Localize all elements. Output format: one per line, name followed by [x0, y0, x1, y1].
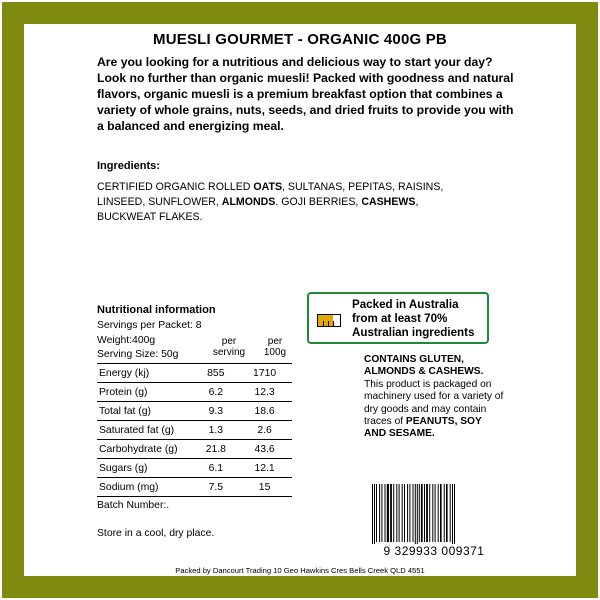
text-segment: , SULTANAS, PEPITAS, RAISINS, LINSEED, SUNFLOWER,: [97, 181, 444, 208]
text-segment: PEANUTS, SOY AND SESAME.: [364, 416, 482, 440]
nutrition-cell-name: Saturated fat (g): [97, 421, 195, 440]
nutrition-cell-per-serving: 7.5: [195, 478, 238, 497]
storage-instructions: Store in a cool, dry place.: [97, 528, 215, 539]
text-segment: OATS: [253, 181, 283, 193]
barcode-bar: [409, 484, 410, 542]
packed-by: Packed by Dancourt Trading 10 Geo Hawkins Cres Bells Creek QLD 4551: [175, 566, 425, 575]
servings-per-packet: Servings per Packet: 8: [97, 320, 202, 331]
nutrition-row: [97, 402, 292, 421]
nutrition-cell-per-100g: 43.6: [237, 440, 292, 459]
nutrition-row: [97, 440, 292, 459]
australian-ingredients-fill: [318, 315, 333, 326]
barcode-bar: [381, 484, 382, 542]
nutrition-cell-name: Sodium (mg): [97, 478, 195, 497]
barcode: [369, 484, 499, 546]
nutrition-row: [97, 421, 292, 440]
barcode-bar: [379, 484, 380, 542]
barcode-bar: [374, 484, 375, 546]
nutrition-cell-per-serving: 6.1: [195, 459, 238, 478]
barcode-bar: [450, 484, 451, 542]
nutrition-cell-per-serving: 6.2: [195, 383, 238, 402]
nutrition-cell-name: Protein (g): [97, 383, 195, 402]
australian-label-text: Packed in Australia from at least 70% Australian ingredients: [352, 298, 475, 339]
barcode-bar: [399, 484, 400, 542]
nutrition-cell-per-serving: 855: [195, 364, 238, 383]
barcode-bar: [393, 484, 394, 542]
barcode-bar: [446, 484, 448, 542]
nutrition-cell-name: Total fat (g): [97, 402, 195, 421]
per-100g-header: per 100g: [263, 336, 287, 358]
nutrition-cell-name: Carbohydrate (g): [97, 440, 195, 459]
barcode-bar: [415, 484, 416, 546]
barcode-bar: [390, 484, 392, 542]
product-description: Are you looking for a nutritious and delicious way to start your day? Look no further than organic muesli! Packed with goodness and natural flavors, organic muesli is a premium breakfast option that combines a variety of whole grains, nuts, seeds, and dried fruits to provide you with a balanced and energizing meal.: [97, 55, 514, 133]
nutrition-cell-per-100g: 1710: [237, 364, 292, 383]
barcode-bar: [444, 484, 445, 542]
barcode-bar: [413, 484, 414, 542]
nutrition-cell-per-100g: 18.6: [237, 402, 292, 421]
text-segment: , BUCKWEAT FLAKES.: [97, 196, 419, 223]
nutrition-cell-name: Sugars (g): [97, 459, 195, 478]
nutrition-row: [97, 478, 292, 497]
barcode-digits: 9 329933 009371: [369, 544, 499, 558]
ingredients-list: [97, 180, 477, 225]
product-title: MUESLI GOURMET - ORGANIC 400G PB: [153, 31, 447, 48]
nutrition-row: [97, 459, 292, 478]
australian-made-label: [307, 292, 489, 344]
batch-number: Batch Number:.: [97, 500, 170, 511]
nutrition-cell-name: Energy (kj): [97, 364, 195, 383]
nutrition-cell-per-serving: 21.8: [195, 440, 238, 459]
nutrition-table: [97, 363, 292, 497]
label-frame: [2, 2, 598, 598]
barcode-bar: [452, 484, 453, 546]
barcode-bar: [376, 484, 377, 542]
barcode-bar: [404, 484, 405, 542]
nutrition-cell-per-100g: 12.1: [237, 459, 292, 478]
barcode-bar: [407, 484, 408, 542]
text-segment: . GOJI BERRIES,: [275, 196, 362, 208]
barcode-bar: [396, 484, 397, 542]
barcode-bar: [432, 484, 433, 542]
australian-ingredients-bar-icon: [317, 314, 341, 327]
barcode-bar: [419, 484, 420, 542]
barcode-bar: [440, 484, 442, 542]
allergen-statement: [364, 354, 504, 441]
nutrition-cell-per-100g: 2.6: [237, 421, 292, 440]
package-weight: Weight:400g: [97, 335, 156, 346]
nutrition-cell-per-serving: 9.3: [195, 402, 238, 421]
ingredients-heading: Ingredients:: [97, 160, 160, 172]
barcode-bar: [429, 484, 430, 542]
barcode-bar: [372, 484, 373, 546]
per-serving-header: per serving: [212, 336, 246, 358]
barcode-bar: [435, 484, 436, 542]
barcode-bar: [417, 484, 418, 546]
text-segment: This product is packaged on machinery used for a variety of dry goods and may contain traces of: [364, 378, 504, 428]
serving-size: Serving Size: 50g: [97, 349, 179, 360]
product-label: [24, 24, 576, 576]
barcode-bar: [385, 484, 386, 542]
barcode-bar: [426, 484, 428, 542]
nutrition-cell-per-100g: 12.3: [237, 383, 292, 402]
barcode-bar: [454, 484, 455, 546]
barcode-bar: [402, 484, 403, 542]
barcode-bar: [421, 484, 423, 542]
text-segment: CERTIFIED ORGANIC ROLLED: [97, 181, 254, 193]
nutrition-row: [97, 364, 292, 383]
nutrition-row: [97, 383, 292, 402]
nutrition-cell-per-serving: 1.3: [195, 421, 238, 440]
barcode-bar: [438, 484, 439, 542]
nutrition-cell-per-100g: 15: [237, 478, 292, 497]
text-segment: CASHEWS: [361, 196, 416, 208]
barcode-bar: [424, 484, 425, 542]
barcode-bar: [387, 484, 389, 542]
text-segment: CONTAINS GLUTEN, ALMONDS & CASHEWS.: [364, 354, 484, 378]
nutrition-heading: Nutritional information: [97, 304, 216, 316]
text-segment: ALMONDS: [221, 196, 276, 208]
